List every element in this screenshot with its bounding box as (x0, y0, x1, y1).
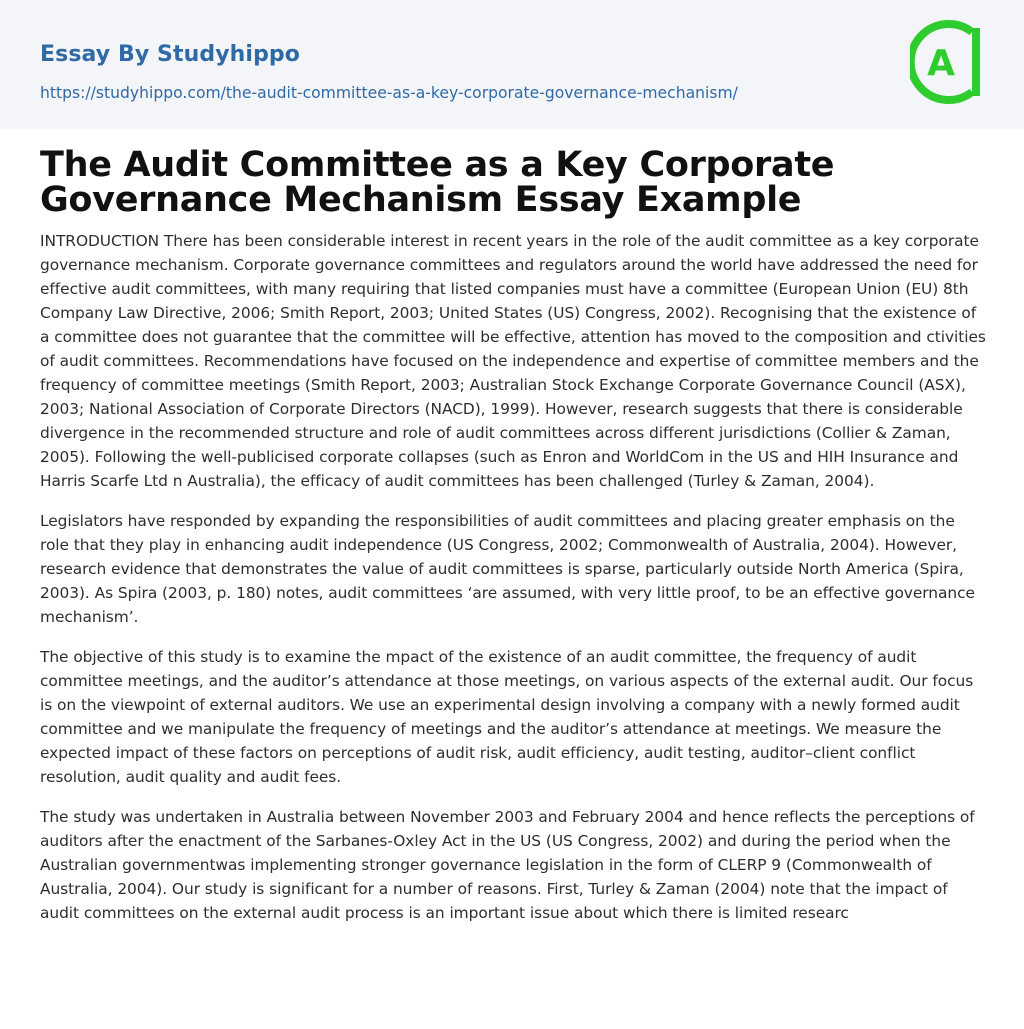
paragraph: Legislators have responded by expanding the responsibilities of audit committees and placing greater emphasis on the role that they play in enhancing audit independence (US Congress, 2002; Commonwealth of Australia, 2004). However, research evidence that demonstrates the value of audit committees is sparse, particularly outside North America (Spira, 2003). As Spira (2003, p. 180) notes, audit committees ‘are assumed, with very little proof, to be an effective governance mechanism’. (40, 512, 975, 626)
paragraph: INTRODUCTION There has been considerable interest in recent years in the role of the audit committee as a key corporate governance mechanism. Corporate governance committees and regulators around the world have addressed the need for effective audit committees, with many requiring that listed companies must have a committee (European Union (EU) 8th Company Law Directive, 2006; Smith Report, 2003; United States (US) Congress, 2002). Recognising that the existence of a committee does not guarantee that the committee will be effective, attention has moved to the composition and ctivities of audit committees. Recommendations have focused on the independence and expertise of committee members and the frequency of committee meetings (Smith Report, 2003; Australian Stock Exchange Corporate Governance Council (ASX), 2003; National Association of Corporate Directors (NACD), 1999). However, research suggests that there is considerable divergence in the recommended structure and role of audit committees across different jurisdictions (Collier & Zaman, 2005). Following the well-publicised corporate collapses (such as Enron and WorldCom in the US and HIH Insurance and Harris Scarfe Ltd n Australia), the efficacy of audit committees has been challenged (Turley & Zaman, 2004). (40, 232, 986, 490)
essay-title: The Audit Committee as a Key Corporate Governance Mechanism Essay Example (40, 145, 835, 220)
paragraph: The study was undertaken in Australia between November 2003 and February 2004 and hence reflects the perceptions of auditors after the enactment of the Sarbanes-Oxley Act in the US (US Congress, 2002) and during the period when the Australian governmentwas implementing stronger governance legislation in the form of CLERP 9 (Commonwealth of Australia, 2004). Our study is significant for a number of reasons. First, Turley & Zaman (2004) note that the impact of audit committees on the external audit process is an important issue about which there is limited researc (40, 808, 975, 922)
studyhippo-logo-icon[interactable] (910, 18, 988, 106)
logo-letter: A (927, 43, 955, 84)
essay-body (40, 229, 988, 941)
page-header (0, 0, 1024, 129)
paragraph: The objective of this study is to examine the mpact of the existence of an audit committee, the frequency of audit committee meetings, and the auditor’s attendance at those meetings, on various aspects of the external audit. Our focus is on the viewpoint of external auditors. We use an experimental design involving a company with a newly formed audit committee and we manipulate the frequency of meetings and the auditor’s attendance at meetings. We measure the expected impact of these factors on perceptions of audit risk, audit efficiency, audit testing, auditor–client conflict resolution, audit quality and audit fees. (40, 648, 974, 786)
site-brand[interactable]: Essay By Studyhippo (40, 42, 300, 67)
article-url-link[interactable]: https://studyhippo.com/the-audit-committee-as-a-key-corporate-governance-mechanism/ (40, 84, 738, 102)
